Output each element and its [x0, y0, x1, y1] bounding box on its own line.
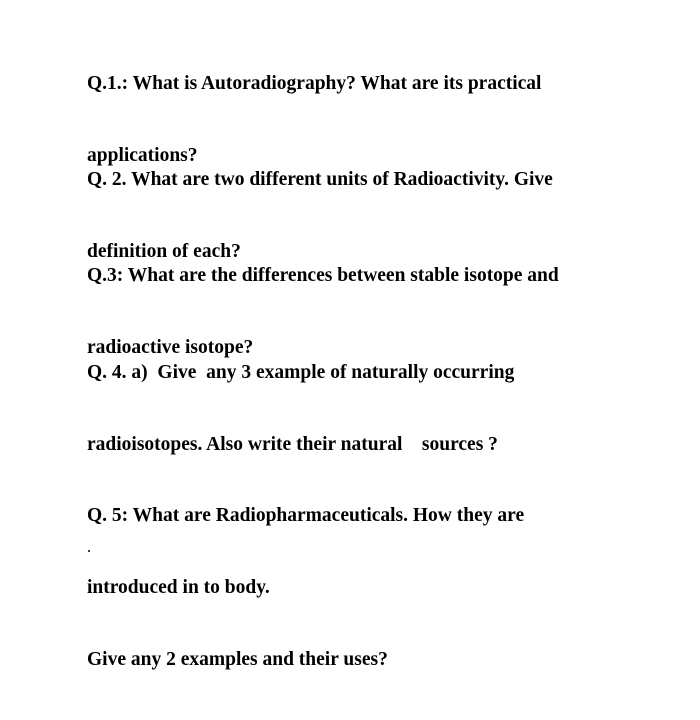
question-line: applications?	[87, 145, 198, 166]
question-line: Give any 2 examples and their uses?	[87, 649, 388, 670]
question-line: radioactive isotope?	[87, 337, 254, 358]
stray-mark	[88, 550, 90, 552]
question-line: Q. 5: What are Radiopharmaceuticals. How they are	[87, 505, 525, 526]
question-line: Q. 4. a) Give any 3 example of naturally occurring	[87, 362, 515, 383]
question-line: introduced in to body.	[87, 577, 270, 598]
question-line: radioisotopes. Also write their natural sources ?	[87, 434, 498, 455]
question-line: Q.3: What are the differences between stable isotope and	[87, 265, 559, 286]
question-5	[87, 456, 647, 720]
question-line: Q. 2. What are two different units of Radioactivity. Give	[87, 169, 553, 190]
question-line: definition of each?	[87, 241, 241, 262]
question-line: Q.1.: What is Autoradiography? What are its practical	[87, 73, 542, 94]
